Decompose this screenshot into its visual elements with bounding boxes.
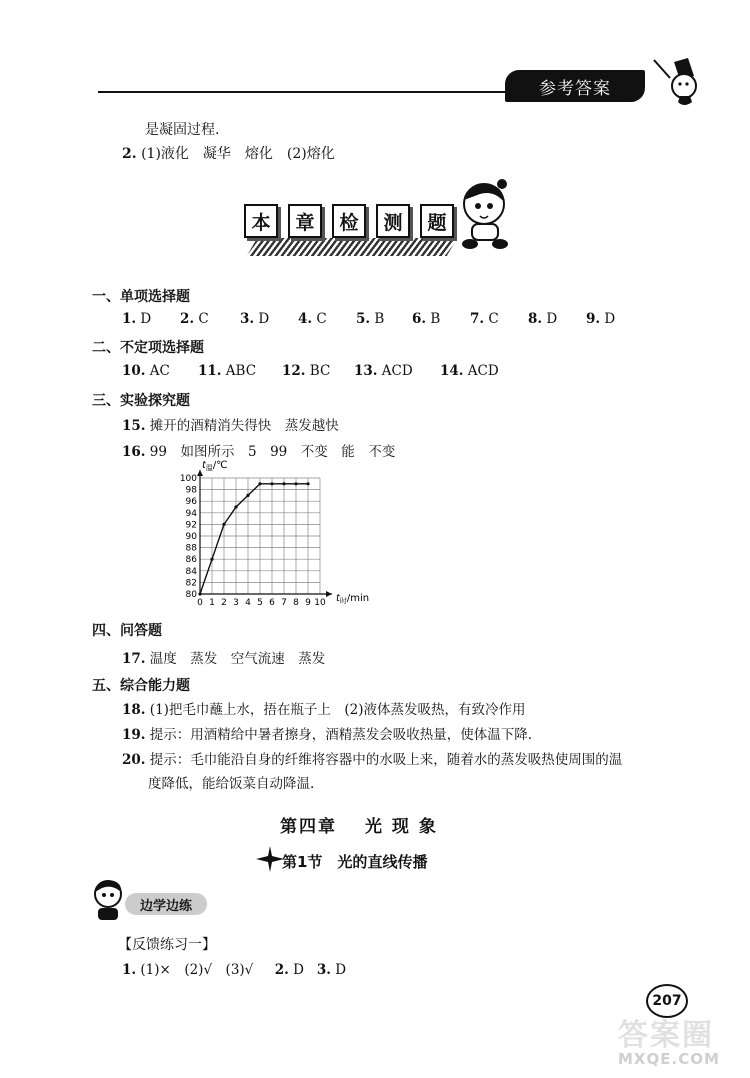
banner-char-3: 检 bbox=[332, 204, 366, 238]
chapter-heading bbox=[280, 812, 438, 837]
y-tick-label: 80 bbox=[185, 590, 197, 600]
multi-choice-answer-1 bbox=[122, 363, 170, 379]
q16-number: 16. bbox=[122, 444, 146, 460]
y-tick-label: 100 bbox=[179, 474, 197, 484]
q19 bbox=[122, 723, 532, 743]
single-choice-number: 6. bbox=[412, 311, 427, 327]
q16-answer: 99 如图所示 5 99 不变 能 不变 bbox=[149, 444, 396, 460]
chart-axes bbox=[197, 470, 332, 597]
q15 bbox=[122, 414, 339, 434]
data-point bbox=[270, 482, 273, 485]
single-choice-number: 1. bbox=[122, 311, 137, 327]
chapter-title: 光 现 象 bbox=[365, 817, 438, 837]
data-point bbox=[234, 505, 237, 508]
feedback-answers bbox=[122, 958, 346, 978]
single-choice-answer-9 bbox=[586, 311, 615, 327]
chapter-number: 第四章 bbox=[280, 817, 337, 837]
x-tick-label: 2 bbox=[221, 598, 227, 608]
fb-q2-answer: D bbox=[293, 962, 304, 978]
x-tick-label: 0 bbox=[197, 598, 203, 608]
multi-choice-letter: ABC bbox=[225, 363, 257, 379]
intro-line: 是凝固过程. bbox=[145, 122, 220, 138]
chapter-test-banner bbox=[232, 196, 462, 262]
single-choice-answer-1 bbox=[122, 311, 151, 327]
q2-number: 2. bbox=[122, 146, 137, 162]
q20-number: 20. bbox=[122, 752, 146, 768]
x-tick-label: 6 bbox=[269, 598, 275, 608]
y-tick-label: 84 bbox=[185, 566, 197, 577]
q20-continuation: 度降低，能给饭菜自动降温. bbox=[148, 776, 315, 792]
multi-choice-answer-5 bbox=[440, 363, 499, 379]
single-choice-answer-7 bbox=[470, 311, 499, 327]
x-axis-arrow bbox=[326, 591, 332, 597]
temperature-line bbox=[200, 484, 308, 594]
data-point bbox=[210, 558, 213, 561]
multi-choice-number: 12. bbox=[282, 363, 306, 379]
star-icon bbox=[256, 846, 284, 872]
section-title: 第1节 光的直线传播 bbox=[282, 853, 428, 871]
x-tick-label: 9 bbox=[305, 598, 311, 608]
single-choice-letter: C bbox=[488, 311, 499, 327]
learn-practice-badge: 边学边练 bbox=[125, 893, 207, 915]
x-tick-label: 4 bbox=[245, 598, 251, 608]
x-tick-label: 3 bbox=[233, 598, 239, 608]
single-choice-letter: C bbox=[198, 311, 209, 327]
single-choice-letter: D bbox=[258, 311, 270, 327]
data-point bbox=[282, 482, 285, 485]
q19-number: 19. bbox=[122, 727, 146, 743]
temperature-time-chart bbox=[170, 456, 380, 612]
pencil-mascot-icon bbox=[650, 56, 700, 108]
single-choice-number: 5. bbox=[356, 311, 371, 327]
banner-char-5: 题 bbox=[420, 204, 454, 238]
section-experiment: 三、实验探究题 bbox=[92, 393, 190, 409]
single-choice-letter: D bbox=[140, 311, 152, 327]
single-choice-number: 8. bbox=[528, 311, 543, 327]
data-point bbox=[294, 482, 297, 485]
y-tick-label: 92 bbox=[185, 520, 197, 531]
section-qa: 四、问答题 bbox=[92, 623, 162, 639]
q17-answer: 温度 蒸发 空气流速 蒸发 bbox=[149, 651, 326, 667]
x-tick-label: 5 bbox=[257, 598, 263, 608]
single-choice-number: 9. bbox=[586, 311, 601, 327]
data-point bbox=[258, 482, 261, 485]
y-tick-label: 94 bbox=[185, 508, 197, 519]
section-comprehensive: 五、综合能力题 bbox=[92, 678, 190, 694]
q17 bbox=[122, 647, 325, 667]
multi-choice-letter: ACD bbox=[381, 363, 413, 379]
data-point bbox=[198, 592, 201, 595]
single-choice-letter: D bbox=[546, 311, 558, 327]
multi-choice-answer-3 bbox=[282, 363, 330, 379]
fb-q3-number: 3. bbox=[316, 962, 331, 978]
single-choice-number: 3. bbox=[240, 311, 255, 327]
single-choice-answer-6 bbox=[412, 311, 440, 327]
q15-number: 15. bbox=[122, 418, 146, 434]
header-rule bbox=[98, 91, 528, 93]
data-point bbox=[222, 523, 225, 526]
y-tick-label: 88 bbox=[185, 543, 197, 554]
single-choice-letter: D bbox=[604, 311, 616, 327]
banner-char-2: 章 bbox=[288, 204, 322, 238]
y-tick-label: 86 bbox=[185, 555, 197, 566]
single-choice-letter: B bbox=[374, 311, 385, 327]
y-tick-label: 96 bbox=[185, 497, 197, 508]
q17-number: 17. bbox=[122, 651, 146, 667]
boy-mascot-icon bbox=[450, 176, 516, 252]
x-tick-label: 10 bbox=[314, 598, 326, 608]
banner-char-1: 本 bbox=[244, 204, 278, 238]
banner-char-4: 测 bbox=[376, 204, 410, 238]
fb-q1-number: 1. bbox=[122, 962, 137, 978]
fb-q2-number: 2. bbox=[274, 962, 289, 978]
multi-choice-number: 10. bbox=[122, 363, 146, 379]
q20-answer-line1: 提示：毛巾能沿自身的纤维将容器中的水吸上来，随着水的蒸发吸热使周围的温 bbox=[149, 752, 623, 768]
single-choice-number: 4. bbox=[298, 311, 313, 327]
fb-q3-answer: D bbox=[335, 962, 347, 978]
q2-answer: (1)液化 凝华 熔化 (2)熔化 bbox=[141, 146, 335, 162]
single-choice-answer-3 bbox=[240, 311, 269, 327]
multi-choice-answer-2 bbox=[198, 363, 256, 379]
multi-choice-letter: ACD bbox=[467, 363, 499, 379]
x-tick-label: 1 bbox=[209, 598, 215, 608]
y-tick-label: 98 bbox=[185, 485, 197, 496]
multi-choice-letter: BC bbox=[309, 363, 331, 379]
multi-choice-number: 13. bbox=[354, 363, 378, 379]
chart-series bbox=[198, 482, 309, 595]
q18-number: 18. bbox=[122, 702, 146, 718]
feedback-title: 【反馈练习一】 bbox=[118, 937, 216, 953]
single-choice-answer-4 bbox=[298, 311, 327, 327]
student-mascot-icon bbox=[88, 878, 128, 922]
page-number: 207 bbox=[646, 984, 688, 1018]
single-choice-number: 2. bbox=[180, 311, 195, 327]
single-choice-letter: B bbox=[430, 311, 441, 327]
y-tick-label: 82 bbox=[185, 578, 197, 589]
single-choice-number: 7. bbox=[470, 311, 485, 327]
q19-answer: 提示：用酒精给中暑者擦身，酒精蒸发会吸收热量，使体温下降. bbox=[149, 727, 533, 743]
section-single-choice: 一、单项选择题 bbox=[92, 289, 190, 305]
multi-choice-number: 11. bbox=[198, 363, 222, 379]
header-badge: 参考答案 bbox=[505, 70, 645, 102]
section-multi-choice: 二、不定项选择题 bbox=[92, 340, 204, 356]
multi-choice-answer-4 bbox=[354, 363, 413, 379]
q18 bbox=[122, 698, 526, 718]
q20 bbox=[122, 748, 622, 768]
banner-stripes bbox=[247, 238, 457, 256]
data-point bbox=[246, 494, 249, 497]
single-choice-letter: C bbox=[316, 311, 327, 327]
single-choice-answer-2 bbox=[180, 311, 209, 327]
y-tick-label: 90 bbox=[185, 532, 197, 542]
data-point bbox=[306, 482, 309, 485]
chart-grid bbox=[200, 478, 320, 594]
x-tick-label: 7 bbox=[281, 598, 287, 608]
single-choice-answer-8 bbox=[528, 311, 557, 327]
fb-q1-answer: (1)× (2)√ (3)√ bbox=[140, 962, 254, 978]
multi-choice-letter: AC bbox=[149, 363, 170, 379]
watermark bbox=[610, 1008, 748, 1074]
watermark-url: MXQE.COM bbox=[618, 1050, 720, 1068]
y-axis-label: $t_温/℃$ bbox=[202, 460, 228, 472]
multi-choice-number: 14. bbox=[440, 363, 464, 379]
x-tick-label: 8 bbox=[293, 598, 299, 608]
q15-answer: 摊开的酒精消失得快 蒸发越快 bbox=[149, 418, 339, 434]
q18-answer: (1)把毛巾蘸上水，捂在瓶子上 (2)液体蒸发吸热，有致冷作用 bbox=[149, 702, 526, 718]
x-axis-label: $t_时/\min$ bbox=[336, 593, 370, 605]
watermark-logo: 答案圈 bbox=[618, 1018, 714, 1053]
intro-q2 bbox=[122, 143, 335, 163]
single-choice-answer-5 bbox=[356, 311, 384, 327]
